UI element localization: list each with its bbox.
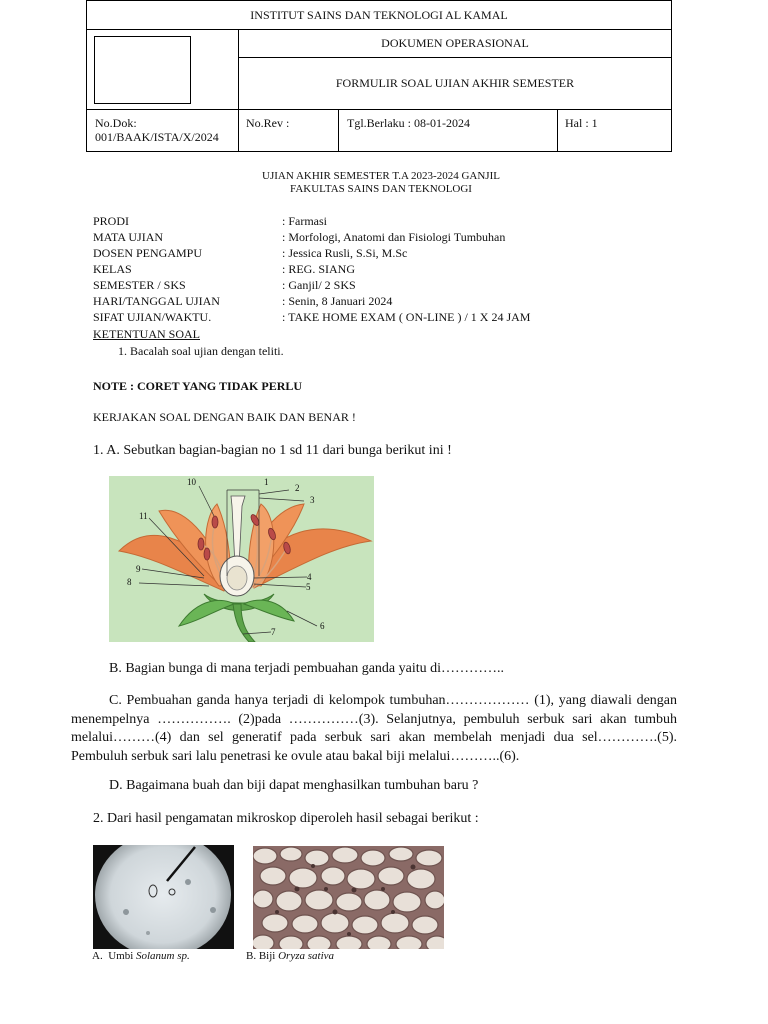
logo-placeholder: [94, 36, 191, 104]
flower-label-9: 9: [136, 564, 141, 574]
caption-b-name: Oryza sativa: [278, 950, 335, 962]
institution-name: INSTITUT SAINS DAN TEKNOLOGI AL KAMAL: [250, 7, 508, 22]
flower-label-6: 6: [320, 621, 325, 631]
flower-label-1: 1: [264, 477, 269, 487]
flower-label-8: 8: [127, 577, 132, 587]
flower-label-5: 5: [306, 582, 311, 592]
note-text: NOTE : CORET YANG TIDAK PERLU: [93, 379, 303, 393]
flower-diagram: [109, 476, 374, 642]
info-value-tanggal: : Senin, 8 Januari 2024: [282, 294, 393, 308]
caption-b-prefix: B. Biji: [246, 950, 279, 962]
caption-a-name: Solanum sp.: [136, 950, 190, 962]
rules-item-1: 1. Bacalah soal ujian dengan teliti.: [118, 344, 284, 358]
form-title: FORMULIR SOAL UJIAN AKHIR SEMESTER: [335, 76, 575, 90]
info-label-semester: SEMESTER / SKS: [93, 278, 186, 292]
info-value-kelas: : REG. SIANG: [282, 262, 356, 276]
question-1d: D. Bagaimana buah dan biji dapat menghasilkan tumbuhan baru ?: [109, 778, 479, 793]
info-label-dosen: DOSEN PENGAMPU: [93, 246, 203, 260]
flower-label-10: 10: [187, 477, 196, 487]
info-value-sifat: : TAKE HOME EXAM ( ON-LINE ) / 1 X 24 JAM: [282, 310, 531, 324]
info-value-prodi: : Farmasi: [282, 214, 327, 228]
question-2: 2. Dari hasil pengamatan mikroskop diperoleh hasil sebagai berikut :: [93, 811, 479, 826]
flower-label-7: 7: [271, 627, 276, 637]
info-value-mata-ujian: : Morfologi, Anatomi dan Fisiologi Tumbuhan: [282, 230, 506, 244]
info-value-dosen: : Jessica Rusli, S.Si, M.Sc: [282, 246, 408, 260]
flower-label-2: 2: [295, 483, 300, 493]
info-label-prodi: PRODI: [93, 214, 130, 228]
document-header: [86, 0, 672, 152]
flower-label-11: 11: [139, 511, 148, 521]
question-1a: 1. A. Sebutkan bagian-bagian no 1 sd 11 dari bunga berikut ini !: [93, 443, 452, 458]
microscope-image-solanum: [93, 845, 234, 949]
tgl-berlaku: Tgl.Berlaku : 08-01-2024: [347, 116, 470, 130]
no-dok-label: No.Dok:: [95, 116, 137, 130]
flower-label-4: 4: [307, 572, 312, 582]
microscope-image-oryza: [253, 846, 444, 949]
question-1b: B. Bagian bunga di mana terjadi pembuahan ganda yaitu di…………..: [109, 661, 505, 676]
question-1c-text: C. Pembuahan ganda hanya terjadi di kelompok tumbuhan……………… (1), yang diawali dengan menempelnya ……………. (2)pada ……………(3). Selanjutnya, pembuluh serbuk sari akan tumbuh melalui………(4) dan sel generatif pada serbuk sari akan membelah menjadi dua sel………….(5). Pembuluh serbuk sari lalu penetrasi ke ovule atau bakal biji melalui………..(6).: [71, 693, 677, 764]
rules-heading: KETENTUAN SOAL: [93, 327, 200, 341]
info-label-sifat: SIFAT UJIAN/WAKTU.: [93, 310, 212, 324]
question-1c: [71, 692, 677, 766]
caption-b: [246, 950, 334, 962]
no-dok-value: 001/BAAK/ISTA/X/2024: [95, 130, 219, 144]
caption-a: [92, 950, 190, 962]
page-number: Hal : 1: [565, 116, 598, 130]
exam-title-line1: UJIAN AKHIR SEMESTER T.A 2023-2024 GANJIL: [262, 170, 500, 182]
no-rev: No.Rev :: [246, 116, 290, 130]
caption-a-prefix: A. Umbi: [92, 950, 136, 962]
instruction-text: KERJAKAN SOAL DENGAN BAIK DAN BENAR !: [93, 410, 356, 424]
exam-title-line2: FAKULTAS SAINS DAN TEKNOLOGI: [290, 183, 472, 195]
info-label-kelas: KELAS: [93, 262, 132, 276]
info-value-semester: : Ganjil/ 2 SKS: [282, 278, 356, 292]
flower-label-3: 3: [310, 495, 315, 505]
info-label-mata-ujian: MATA UJIAN: [93, 230, 164, 244]
info-label-tanggal: HARI/TANGGAL UJIAN: [93, 294, 220, 308]
doc-type: DOKUMEN OPERASIONAL: [381, 36, 529, 50]
